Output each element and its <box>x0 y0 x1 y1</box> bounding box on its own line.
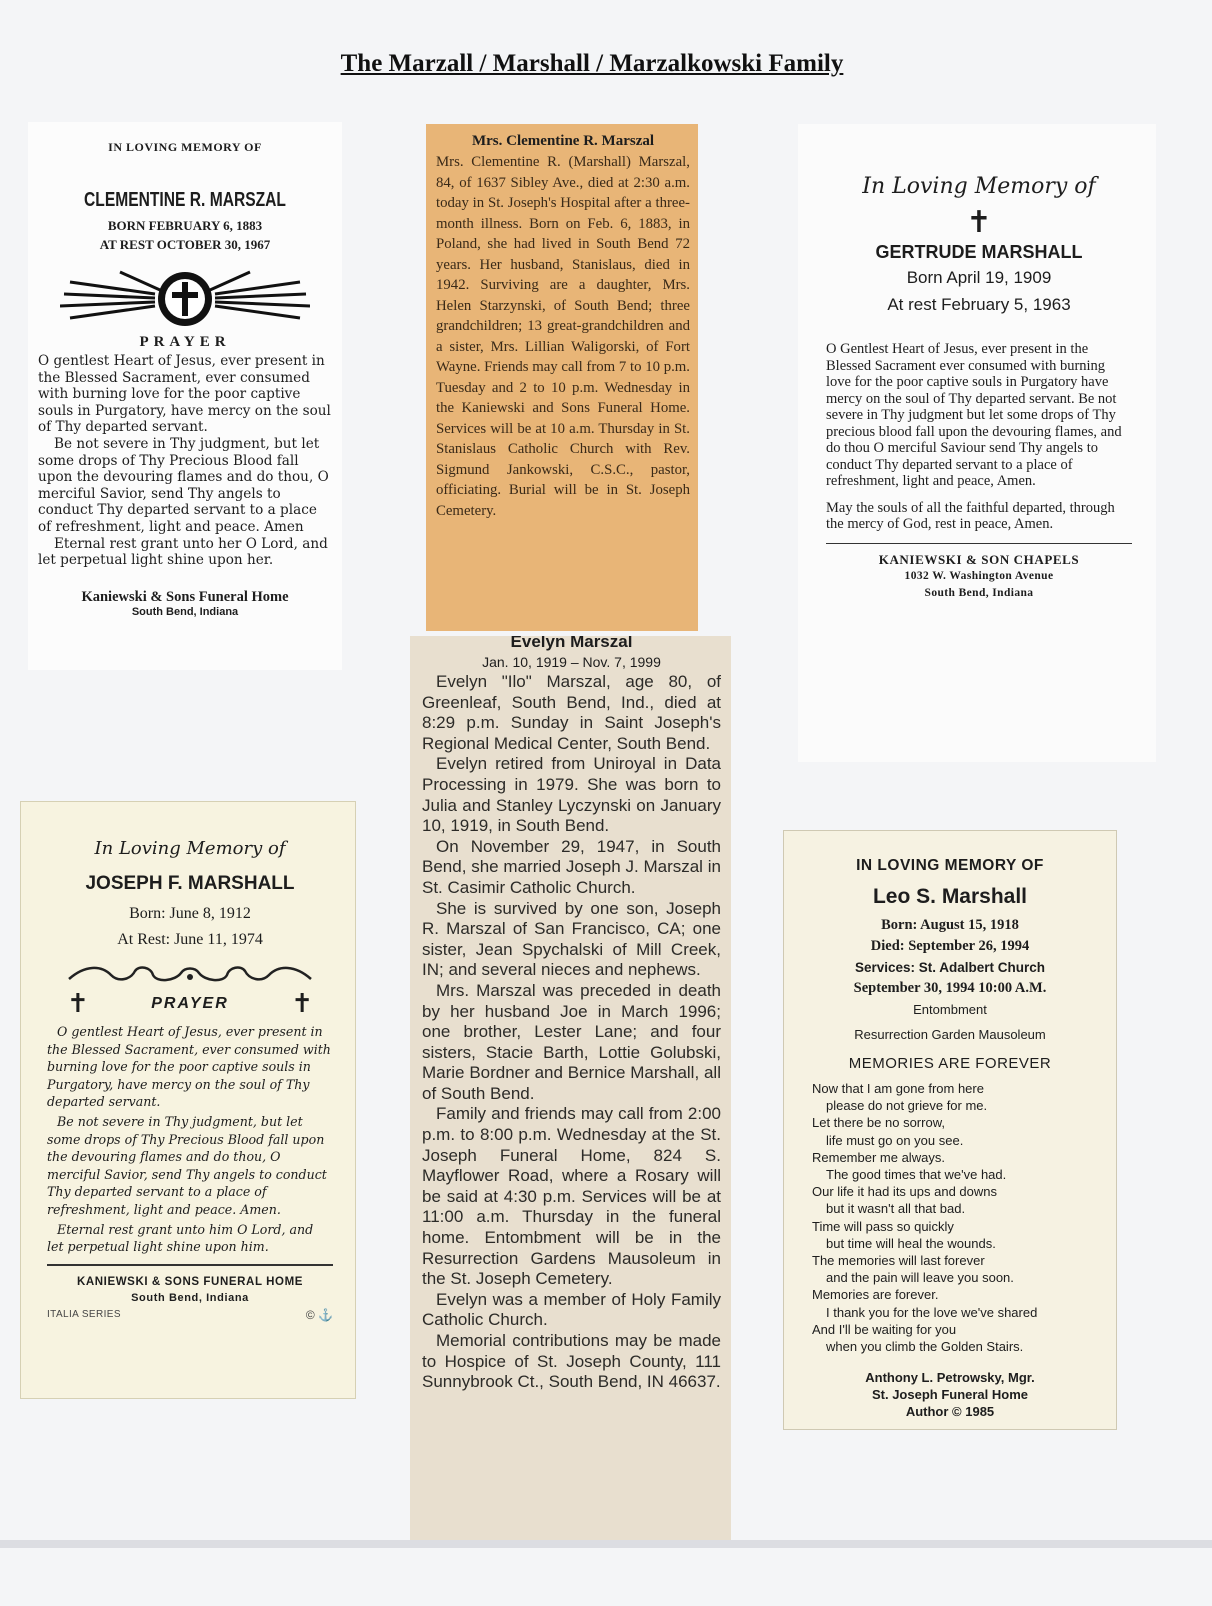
cross-icon: ✝ <box>966 206 992 239</box>
poem-line: Remember me always. <box>812 1149 945 1165</box>
signature-line: Anthony L. Petrowsky, Mgr. <box>865 1370 1035 1386</box>
clementine-memorial-card <box>28 122 342 670</box>
poem-line: The good times that we've had. <box>826 1167 1007 1183</box>
poem-line: but time will heal the wounds. <box>826 1235 996 1251</box>
funeral-home-city: South Bend, Indiana <box>131 605 239 618</box>
card-heading: In Loving Memory of <box>862 174 1096 199</box>
evelyn-obituary-clipping <box>410 636 731 1548</box>
poem-line: but it wasn't all that bad. <box>826 1201 966 1217</box>
series-label: ITALIA SERIES <box>47 1309 121 1321</box>
deceased-name: Leo S. Marshall <box>872 885 1028 908</box>
sacred-heart-icon <box>60 268 310 330</box>
clipping-paragraph: She is survived by one son, Joseph R. Marszal of San Francisco, CA; one sister, Jean Spychalski of Mill Creek, IN; and several nieces and nephews. <box>422 898 721 980</box>
poem-line: Time will pass so quickly <box>812 1218 954 1234</box>
clipping-body: Mrs. Clementine R. (Marshall) Marszal, 84, of 1637 Sibley Ave., died at 2:30 a.m. today in St. Joseph's Hospital after a three-month illness. Born on Feb. 6, 1883, in Poland, she had lived in South Bend 72 years. Her husband, Stanislaus, died in 1942. Surviving are a daughter, Mrs. Helen Starzynski, of South Bend; three grandchildren; 13 great-grandchildren and a sister, Mrs. Lillian Waligorski, of Fort Wayne. Friends may call from 7 to 10 p.m. Tuesday and 2 to 10 p.m. Wednesday in the Kaniewski and Sons Funeral Home. Services will be at 10 a.m. Thursday in St. Stanislaus Catholic Church with Rev. Sigmund Jankowski, C.S.C., pastor, officiating. Burial will be in St. Joseph Cemetery. <box>436 154 691 519</box>
divider <box>826 543 1132 544</box>
prayer-paragraph: Eternal rest grant unto her O Lord, and let perpetual light shine upon her. <box>38 535 328 569</box>
clipping-headline: Mrs. Clementine R. Marszal <box>471 133 655 149</box>
clipping-paragraph: Evelyn was a member of Holy Family Catholic Church. <box>422 1289 721 1330</box>
clipping-paragraph: Family and friends may call from 2:00 p.m. to 8:00 p.m. Wednesday at the St. Joseph Funeral Home, 824 S. Mayflower Road, where a Rosary will be said at 4:30 p.m. Services will be at 11:00 a.m. Thursday in the funeral home. Entombment will be in the Resurrection Gardens Mausoleum in the St. Joseph Cemetery. <box>422 1104 721 1289</box>
leo-memorial-card <box>783 830 1117 1430</box>
author-signature <box>798 1369 1102 1420</box>
prayer-header <box>47 989 333 1019</box>
poem-line: life must go on you see. <box>826 1132 964 1148</box>
poem-line: Let there be no sorrow, <box>812 1115 945 1131</box>
prayer-paragraph: O Gentlest Heart of Jesus, ever present in the Blessed Sacrament ever consumed with burning love for the poor captive souls in Purgatory have mercy on the soul of Thy departed servant. Be not severe in Thy judgment but let some drops of Thy precious blood fall upon the devouring flames, and do thou O merciful Saviour send Thy angels to conduct Thy departed servant to a place of refreshment, light and peace, Amen. <box>826 341 1122 489</box>
funeral-home-city: South Bend, Indiana <box>924 586 1034 599</box>
rest-date: At Rest: June 11, 1974 <box>117 931 263 948</box>
poem-line: Now that I am gone from here <box>812 1081 984 1096</box>
ornament-divider-icon <box>65 963 315 985</box>
funeral-home-name: Kaniewski & Sons Funeral Home <box>81 588 289 605</box>
poem-line: The memories will last forever <box>812 1253 985 1269</box>
poem <box>798 1080 1102 1355</box>
prayer-title: PRAYER <box>139 334 231 350</box>
clementine-obituary-clipping <box>426 124 698 631</box>
poem-line: please do not grieve for me. <box>826 1098 988 1114</box>
poem-line: and the pain will leave you soon. <box>826 1270 1014 1286</box>
page-title: The Marzall / Marshall / Marzalkowski Family <box>340 50 844 77</box>
deceased-name: JOSEPH F. MARSHALL <box>85 873 295 894</box>
deceased-name: GERTRUDE MARSHALL <box>875 242 1083 262</box>
poem-line: Memories are forever. <box>812 1287 939 1303</box>
poem-line: Our life it had its ups and downs <box>812 1184 997 1200</box>
prayer-paragraph: Eternal rest grant unto him O Lord, and let perpetual light shine upon him. <box>47 1221 314 1255</box>
prayer-text <box>47 1023 333 1256</box>
gertrude-memorial-card <box>798 124 1156 762</box>
poem-line: I thank you for the love we've shared <box>826 1304 1038 1320</box>
born-date: Born: June 8, 1912 <box>129 905 251 922</box>
funeral-home-name: KANIEWSKI & SON CHAPELS <box>878 551 1080 567</box>
born-date: Born: August 15, 1918 <box>881 917 1019 933</box>
card-heading: IN LOVING MEMORY OF <box>108 140 262 154</box>
prayer-paragraph: May the souls of all the faithful departed, through the mercy of God, rest in peace, Amen. <box>826 499 1115 532</box>
prayer-title: PRAYER <box>151 995 229 1012</box>
born-date: Born April 19, 1909 <box>906 268 1052 287</box>
card-heading: IN LOVING MEMORY OF <box>856 857 1044 874</box>
poem-line: And I'll be waiting for you <box>812 1321 957 1337</box>
cross-icon: ✝ <box>67 989 89 1018</box>
divider <box>47 1264 333 1266</box>
poem-title: MEMORIES ARE FOREVER <box>848 1055 1052 1072</box>
clipping-paragraph: Mrs. Marszal was preceded in death by her husband Joe in March 1996; one brother, Lester Lane; and four sisters, Stacie Barth, Lottie Golubski, Marie Bordner and Bernice Marshall, all of South Bend. <box>422 980 721 1103</box>
clipping-headline: Evelyn Marszal <box>510 636 633 651</box>
card-footer <box>47 1308 333 1322</box>
born-date: BORN FEBRUARY 6, 1883 <box>107 218 263 233</box>
clipping-paragraph: Evelyn "Ilo" Marszal, age 80, of Greenleaf, South Bend, Ind., died at 8:29 p.m. Sunday in Saint Joseph's Regional Medical Center, South Bend. <box>422 672 721 753</box>
card-heading: In Loving Memory of <box>94 838 286 859</box>
died-date: Died: September 26, 1994 <box>870 938 1030 954</box>
prayer-paragraph: O gentlest Heart of Jesus, ever present in the Blessed Sacrament, ever consumed with burning love for the poor captive souls in Purgatory, have mercy on the soul of Thy departed servant. <box>47 1024 331 1110</box>
prayer-text <box>826 341 1132 533</box>
printer-mark-icon: © ⚓ <box>305 1307 333 1322</box>
prayer-paragraph: Be not severe in Thy judgment, but let some drops of Thy Precious Blood fall upon the devouring flames and do thou, O merciful Savior, send Thy angels to conduct Thy departed servant to a place of refreshment, light and peace. Amen. <box>47 1113 327 1217</box>
life-dates: Jan. 10, 1919 – Nov. 7, 1999 <box>482 654 661 670</box>
funeral-home-address: 1032 W. Washington Avenue <box>904 569 1054 582</box>
page-bottom-divider <box>0 1540 1212 1548</box>
clipping-body <box>422 672 721 1393</box>
entombment-label: Entombment <box>913 1002 987 1017</box>
services-location: Services: St. Adalbert Church <box>854 960 1046 975</box>
prayer-paragraph: O gentlest Heart of Jesus, ever present in the Blessed Sacrament, ever consumed with burning love for the poor captive souls in Purgatory, have mercy on the soul of Thy departed servant. <box>38 353 331 436</box>
clipping-paragraph: Memorial contributions may be made to Hospice of St. Joseph County, 111 Sunnybrook Ct., South Bend, IN 46637. <box>422 1331 721 1392</box>
clipping-paragraph: Evelyn retired from Uniroyal in Data Processing in 1979. She was born to Julia and Stanley Lyczynski on January 10, 1919, in South Bend. <box>422 754 721 836</box>
cross-icon: ✝ <box>291 989 313 1018</box>
prayer-text <box>38 353 332 569</box>
rest-date: AT REST OCTOBER 30, 1967 <box>99 237 271 252</box>
joseph-memorial-card <box>20 801 356 1399</box>
deceased-name: CLEMENTINE R. MARSZAL <box>84 189 286 211</box>
rest-date: At rest February 5, 1963 <box>887 295 1071 314</box>
prayer-paragraph: Be not severe in Thy judgment, but let some drops of Thy Precious Blood fall upon the devouring flames and do thou, O merciful Savior, send Thy angels to conduct Thy departed servant to a place of refreshment, light and peace. Amen <box>38 435 329 535</box>
funeral-home-name: KANIEWSKI & SONS FUNERAL HOME <box>76 1275 304 1288</box>
poem-line: when you climb the Golden Stairs. <box>826 1339 1024 1355</box>
entombment-location: Resurrection Garden Mausoleum <box>854 1027 1046 1042</box>
signature-line: Author © 1985 <box>905 1404 995 1420</box>
funeral-home-city: South Bend, Indiana <box>131 1291 249 1304</box>
service-date: September 30, 1994 10:00 A.M. <box>853 980 1047 996</box>
clipping-paragraph: On November 29, 1947, in South Bend, she married Joseph J. Marszal in St. Casimir Catholic Church. <box>422 836 721 897</box>
signature-line: St. Joseph Funeral Home <box>871 1387 1029 1403</box>
